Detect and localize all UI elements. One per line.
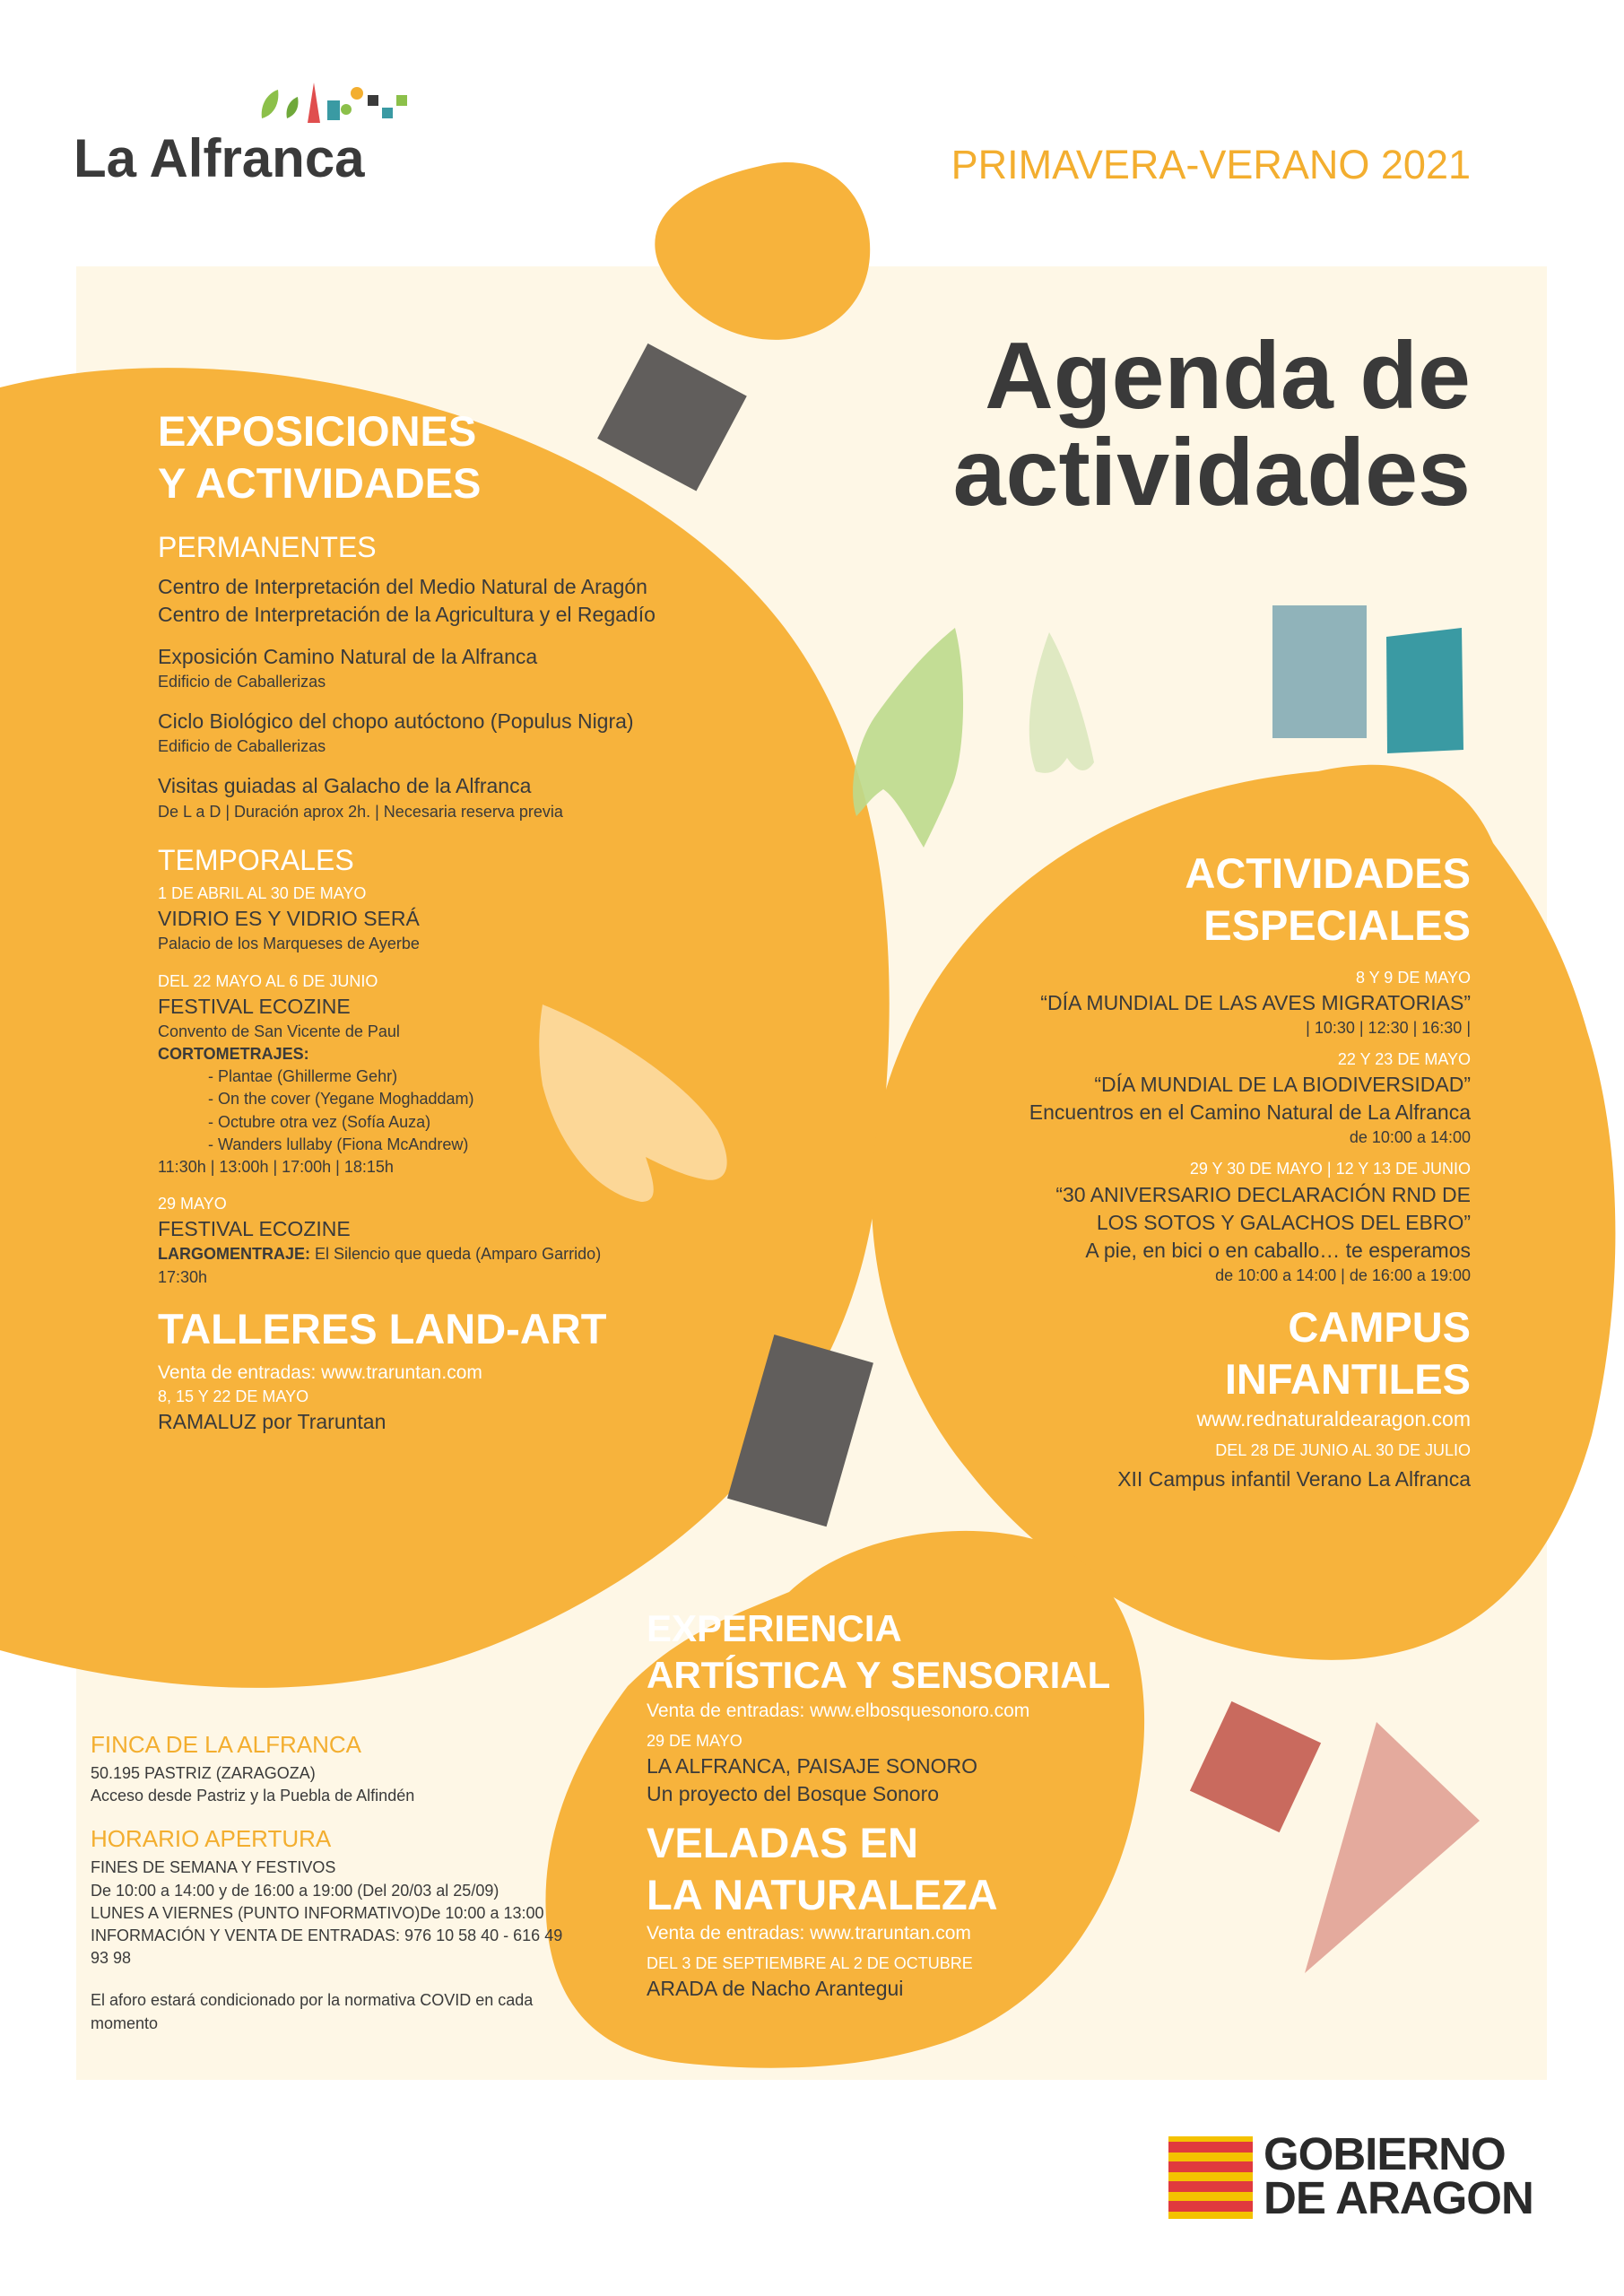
- film-item: - On the cover (Yegane Moghaddam): [208, 1090, 474, 1109]
- experiencia-title-line2: ARTÍSTICA Y SENSORIAL: [647, 1654, 1111, 1697]
- permanente-item: Ciclo Biológico del chopo autóctono (Populus Nigra): [158, 709, 634, 734]
- gobierno-line2: DE ARAGON: [1264, 2171, 1533, 2223]
- especial-title: “30 ANIVERSARIO DECLARACIÓN RND DE: [1055, 1182, 1471, 1206]
- horario-line: LUNES A VIERNES (PUNTO INFORMATIVO)De 10:00 a 13:00: [91, 1903, 544, 1922]
- event-title: FESTIVAL ECOZINE: [158, 994, 351, 1018]
- exposiciones-title-line2: Y ACTIVIDADES: [158, 459, 482, 508]
- especiales-title-line1: ACTIVIDADES: [1185, 849, 1471, 897]
- permanentes-label: PERMANENTES: [158, 530, 377, 563]
- permanente-place: Edificio de Caballerizas: [158, 673, 326, 691]
- main-title-line2: actividades: [952, 420, 1471, 526]
- experiencia-date: 29 DE MAYO: [647, 1731, 743, 1750]
- event-title: FESTIVAL ECOZINE: [158, 1217, 351, 1241]
- green-leaf: [853, 628, 963, 848]
- pale-green-leaf: [1029, 632, 1094, 773]
- largometraje-line: [158, 1243, 696, 1265]
- especial-date: 8 Y 9 DE MAYO: [1355, 968, 1471, 987]
- especial-title: “DÍA MUNDIAL DE LA BIODIVERSIDAD”: [1094, 1073, 1471, 1097]
- info-section: [91, 1731, 575, 2035]
- gobierno-line1: GOBIERNO: [1264, 2128, 1506, 2179]
- slate-rectangle: [1272, 605, 1367, 738]
- permanente-item: Centro de Interpretación del Medio Natural de Aragón: [158, 574, 647, 598]
- permanente-item: Exposición Camino Natural de la Alfranca: [158, 645, 538, 669]
- film-item: - Wanders lullaby (Fiona McAndrew): [208, 1135, 469, 1153]
- season-label: PRIMAVERA-VERANO 2021: [951, 142, 1471, 187]
- veladas-name: ARADA de Nacho Arantegui: [647, 1976, 904, 2000]
- horario-line: INFORMACIÓN Y VENTA DE ENTRADAS: 976 10 58 40 - 616 49 93 98: [91, 1926, 563, 1968]
- permanente-place: Edificio de Caballerizas: [158, 737, 326, 756]
- campus-web: www.rednaturaldearagon.com: [1196, 1407, 1471, 1431]
- experiencia-section: [647, 1605, 1149, 2003]
- logo-text: La Alfranca: [74, 128, 365, 188]
- event-date: DEL 22 MAYO AL 6 DE JUNIO: [158, 971, 378, 990]
- film-item: - Octubre otra vez (Sofía Auza): [208, 1112, 431, 1131]
- event-times: 11:30h | 13:00h | 17:00h | 18:15h: [158, 1157, 394, 1176]
- gobierno-text: [1264, 2128, 1533, 2223]
- cortometrajes-label: CORTOMETRAJES:: [158, 1044, 309, 1063]
- veladas-title-line2: LA NATURALEZA: [647, 1871, 998, 1919]
- brick-square: [1190, 1701, 1321, 1832]
- finca-address: 50.195 PASTRIZ (ZARAGOZA): [91, 1764, 316, 1782]
- experiencia-tickets: Venta de entradas: www.elbosquesonoro.com: [647, 1700, 1030, 1722]
- largometraje-film: El Silencio que queda (Amparo Garrido): [315, 1245, 602, 1264]
- largometraje-label: LARGOMENTRAJE:: [158, 1245, 310, 1264]
- event-place: Palacio de los Marqueses de Ayerbe: [158, 935, 420, 953]
- exposiciones-title-line1: EXPOSICIONES: [158, 407, 477, 455]
- campus-name: XII Campus infantil Verano La Alfranca: [1117, 1466, 1471, 1491]
- top-orange-circle: [655, 162, 870, 340]
- especial-sub: Encuentros en el Camino Natural de La Alfranca: [1029, 1100, 1471, 1125]
- gobierno-aragon-logo: [1168, 2128, 1554, 2223]
- event-date: 1 DE ABRIL AL 30 DE MAYO: [158, 884, 367, 903]
- especial-times: de 10:00 a 14:00 | de 16:00 a 19:00: [1215, 1265, 1471, 1284]
- covid-note: El aforo estará condicionado por la normativa COVID en cada momento: [91, 1991, 534, 2032]
- campus-title-line2: INFANTILES: [1224, 1355, 1471, 1404]
- talleres-title: TALLERES LAND-ART: [158, 1304, 607, 1352]
- especial-date: 29 Y 30 DE MAYO | 12 Y 13 DE JUNIO: [1189, 1160, 1471, 1178]
- permanente-place: De L a D | Duración aprox 2h. | Necesaria reserva previa: [158, 802, 563, 821]
- main-title-line1: Agenda de: [985, 323, 1471, 429]
- veladas-date: DEL 3 DE SEPTIEMBRE AL 2 DE OCTUBRE: [647, 1953, 973, 1972]
- aragon-flag-icon: [1168, 2136, 1253, 2219]
- la-alfranca-logo: [74, 74, 396, 199]
- talleres-date: 8, 15 Y 22 DE MAYO: [158, 1387, 309, 1406]
- especiales-section: [843, 848, 1471, 1493]
- especial-sub: A pie, en bici o en caballo… te esperamos: [1085, 1238, 1471, 1262]
- campus-date: DEL 28 DE JUNIO AL 30 DE JULIO: [1215, 1440, 1471, 1459]
- veladas-title-line1: VELADAS EN: [647, 1818, 918, 1866]
- especial-title: LOS SOTOS Y GALACHOS DEL EBRO”: [1096, 1210, 1471, 1234]
- event-times: 17:30h: [158, 1267, 208, 1286]
- pink-triangle: [1305, 1722, 1480, 1973]
- campus-title-line1: CAMPUS: [1288, 1302, 1471, 1351]
- film-item: - Plantae (Ghillerme Gehr): [208, 1067, 398, 1086]
- talleres-tickets: Venta de entradas: www.traruntan.com: [158, 1361, 482, 1383]
- especial-title: “DÍA MUNDIAL DE LAS AVES MIGRATORIAS”: [1040, 990, 1471, 1014]
- horario-title: HORARIO APERTURA: [91, 1825, 332, 1853]
- permanente-item: Centro de Interpretación de la Agricultura y el Regadío: [158, 602, 656, 626]
- especial-date: 22 Y 23 DE MAYO: [1337, 1049, 1471, 1068]
- event-place: Convento de San Vicente de Paul: [158, 1022, 400, 1040]
- event-date: 29 MAYO: [158, 1195, 227, 1213]
- permanente-item: Visitas guiadas al Galacho de la Alfranca: [158, 774, 532, 798]
- horario-line: FINES DE SEMANA Y FESTIVOS: [91, 1858, 336, 1877]
- especiales-title-line2: ESPECIALES: [1203, 901, 1471, 950]
- temporales-label: TEMPORALES: [158, 843, 354, 876]
- horario-line: De 10:00 a 14:00 y de 16:00 a 19:00 (Del 20/03 al 25/09): [91, 1881, 499, 1900]
- logo-icons: [251, 74, 457, 127]
- experiencia-name: LA ALFRANCA, PAISAJE SONORO: [647, 1753, 977, 1778]
- finca-access: Acceso desde Pastriz y la Puebla de Alfindén: [91, 1787, 415, 1805]
- experiencia-sub: Un proyecto del Bosque Sonoro: [647, 1781, 940, 1805]
- experiencia-title-line1: EXPERIENCIA: [647, 1607, 902, 1649]
- especial-times: de 10:00 a 14:00: [1349, 1128, 1471, 1147]
- veladas-tickets: Venta de entradas: www.traruntan.com: [647, 1923, 971, 1944]
- main-title: [952, 323, 1471, 526]
- finca-title: FINCA DE LA ALFRANCA: [91, 1731, 361, 1758]
- exposiciones-section: [158, 405, 696, 1437]
- teal-rectangle: [1386, 628, 1463, 753]
- especial-times: | 10:30 | 12:30 | 16:30 |: [1306, 1018, 1471, 1037]
- event-title: VIDRIO ES Y VIDRIO SERÁ: [158, 907, 420, 931]
- talleres-name: RAMALUZ por Traruntan: [158, 1410, 386, 1434]
